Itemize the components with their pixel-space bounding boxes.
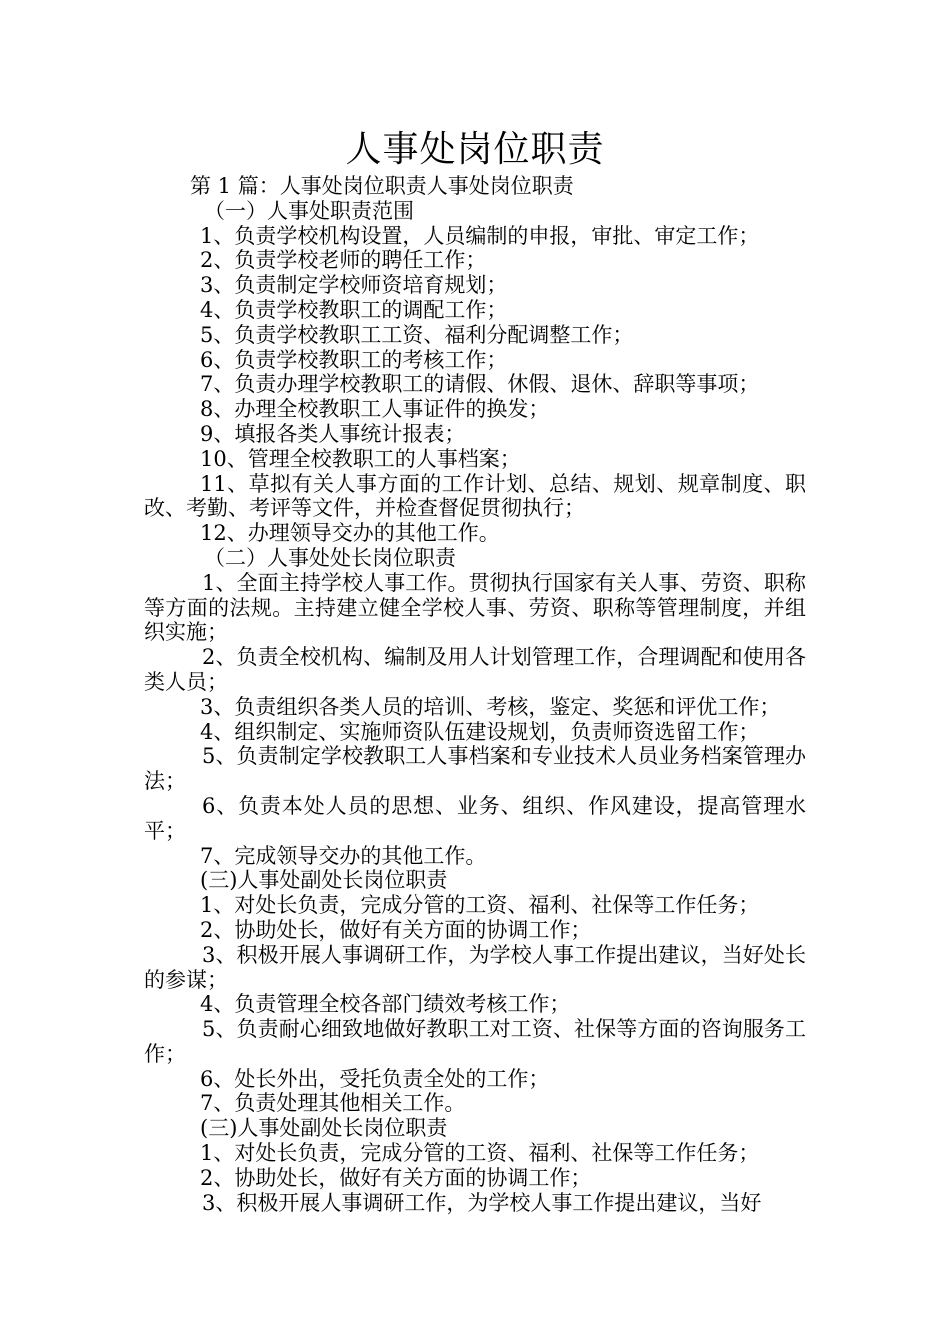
document-body (144, 174, 806, 1215)
list-item: 4、组织制定、实施师资队伍建设规划，负责师资选留工作； (200, 719, 760, 744)
section-heading: （一）人事处职责范围 (204, 198, 414, 223)
section-heading: （二）人事处处长岗位职责 (204, 545, 456, 570)
list-item: 1、对处长负责，完成分管的工资、福利、社保等工作任务； (200, 1141, 760, 1166)
section-heading: (三)人事处副处长岗位职责 (200, 1116, 448, 1141)
list-item: 5、负责学校教职工工资、福利分配调整工作； (200, 322, 634, 347)
list-item: 7、完成领导交办的其他工作。 (200, 843, 487, 868)
list-item: 1、对处长负责，完成分管的工资、福利、社保等工作任务； (200, 893, 760, 918)
list-item: 6、负责学校教职工的考核工作； (200, 347, 508, 372)
list-item: 3、负责组织各类人员的培训、考核，鉴定、奖惩和评优工作； (200, 694, 781, 719)
list-item: 4、负责管理全校各部门绩效考核工作； (200, 992, 571, 1017)
section-heading: (三)人事处副处长岗位职责 (200, 868, 448, 893)
list-item: 7、负责办理学校教职工的请假、休假、退休、辞职等事项； (200, 372, 760, 397)
list-item: 1、全面主持学校人事工作。贯彻执行国家有关人事、劳资、职称等方面的法规。主持建立健全学校人事、劳资、职称等管理制度，并组织实施； (144, 570, 806, 645)
list-item: 3、积极开展人事调研工作，为学校人事工作提出建议，当好 (202, 1190, 762, 1215)
list-item: 2、负责全校机构、编制及用人计划管理工作，合理调配和使用各类人员； (144, 645, 806, 694)
list-item: 3、负责制定学校师资培育规划； (200, 273, 508, 298)
list-item: 11、草拟有关人事方面的工作计划、总结、规划、规章制度、职改、考勤、考评等文件，并检查督促贯彻执行； (144, 471, 806, 521)
document-subtitle: 第 1 篇：人事处岗位职责人事处岗位职责 (190, 174, 574, 198)
list-item: 5、负责耐心细致地做好教职工对工资、社保等方面的咨询服务工作； (144, 1017, 806, 1066)
list-item: 1、负责学校机构设置，人员编制的申报，审批、审定工作； (200, 223, 760, 248)
list-item: 9、填报各类人事统计报表； (200, 421, 466, 446)
list-item: 8、办理全校教职工人事证件的换发； (200, 397, 550, 422)
document-title: 人事处岗位职责 (345, 129, 605, 170)
list-item: 6、处长外出，受托负责全处的工作； (200, 1066, 550, 1091)
list-item: 10、管理全校教职工的人事档案； (200, 446, 521, 471)
list-item: 2、协助处长，做好有关方面的协调工作； (200, 917, 592, 942)
list-item: 2、协助处长，做好有关方面的协调工作； (200, 1165, 592, 1190)
list-item: 12、办理领导交办的其他工作。 (200, 521, 500, 546)
list-item: 2、负责学校老师的聘任工作； (200, 248, 487, 273)
list-item: 7、负责处理其他相关工作。 (200, 1091, 466, 1116)
list-item: 4、负责学校教职工的调配工作； (200, 297, 508, 322)
list-item: 6、负责本处人员的思想、业务、组织、作风建设，提高管理水平； (144, 793, 806, 843)
list-item: 5、负责制定学校教职工人事档案和专业技术人员业务档案管理办法； (144, 744, 806, 794)
list-item: 3、积极开展人事调研工作，为学校人事工作提出建议，当好处长的参谋； (144, 942, 806, 992)
